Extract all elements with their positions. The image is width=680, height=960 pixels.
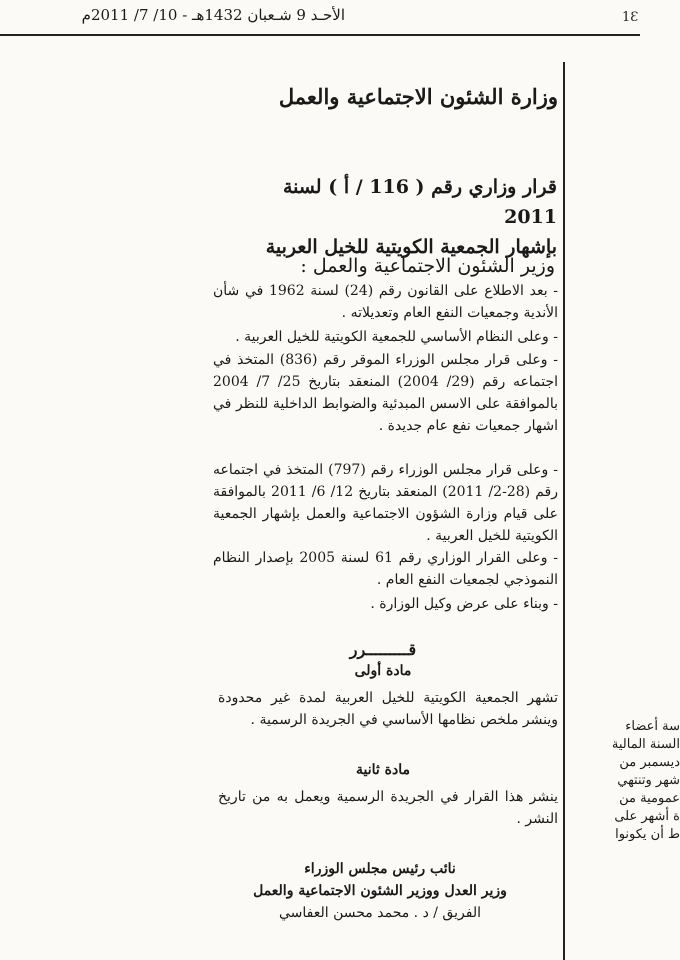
fragment-line: عمومية من [619,791,680,806]
preamble-item: - وبناء على عرض وكيل الوزارة . [370,596,558,612]
page-number: 1Ɛ [622,10,639,25]
article-2-title: مادة ثانية [356,762,410,778]
signature-name: الفريق / د . محمد محسن العفاسي [279,905,481,921]
preamble-item: - وعلى النظام الأساسي للجمعية الكويتية للخيل العربية . [235,329,558,345]
ministry-title: وزارة الشئون الاجتماعية والعمل [278,84,558,109]
preamble-item: - وعلى قرار مجلس الوزراء الموقر رقم (836) المتخذ في اجتماعه رقم (29/ 2004) المنعقد بتاريخ 25/ 7/ 2004 بالموافقة على الاسس المبدئية والضوابط الداخلية للنظر في اشهار جمعيات نفع عام جديدة . [213,352,559,434]
fragment-line: شهر وتنتهي [617,773,680,788]
minister-intro: وزير الشئون الاجتماعية والعمل : [300,255,555,277]
adjacent-column-fragment [572,718,680,888]
article-1-title: مادة أولى [354,663,412,679]
column-divider [563,62,565,960]
signature-role: وزير العدل ووزير الشئون الاجتماعية والعمل [253,883,507,899]
header-date: الأحـد 9 شـعبان 1432هـ - 10/ 7/ 2011م [81,6,345,24]
fragment-line: السنة المالية [611,737,680,752]
fragment-line: سة أعضاء [625,719,680,734]
article-2-text: ينشر هذا القرار في الجريدة الرسمية ويعمل به من تاريخ النشر . [218,789,558,827]
article-1-text: تشهر الجمعية الكويتية للخيل العربية لمدة غير محدودة وينشر ملخص نظامها الأساسي في الجريدة الرسمية . [218,690,558,728]
preamble-item: - وعلى القرار الوزاري رقم 61 لسنة 2005 بإصدار النظام النموذجي لجمعيات النفع العام . [213,550,559,588]
fragment-line: ة أشهر على [614,809,680,824]
decision-title-line1: قرار وزاري رقم ( 116 / أ ) لسنة 2011 [282,176,557,228]
fragment-line: ديسمبر من [619,755,680,770]
header-divider [0,34,640,36]
decision-title-line2: بإشهار الجمعية الكويتية للخيل العربية [265,236,557,258]
signature-title: نائب رئيس مجلس الوزراء [304,861,456,877]
fragment-line: ط أن يكونوا [615,827,680,842]
decides-heading: قـــــــــرر [349,640,417,659]
decision-title [227,172,557,262]
preamble-item: - بعد الاطلاع على القانون رقم (24) لسنة 1962 في شأن الأندية وجمعيات النفع العام وتعديلاته . [213,283,558,321]
preamble-item: - وعلى قرار مجلس الوزراء رقم (797) المتخذ في اجتماعه رقم (28-2/ 2011) المنعقد بتاريخ 12/ 6/ 2011 بالموافقة على قيام وزارة الشؤون الاجتماعية والعمل بإشهار الجمعية الكويتية للخيل العربية . [213,462,559,544]
